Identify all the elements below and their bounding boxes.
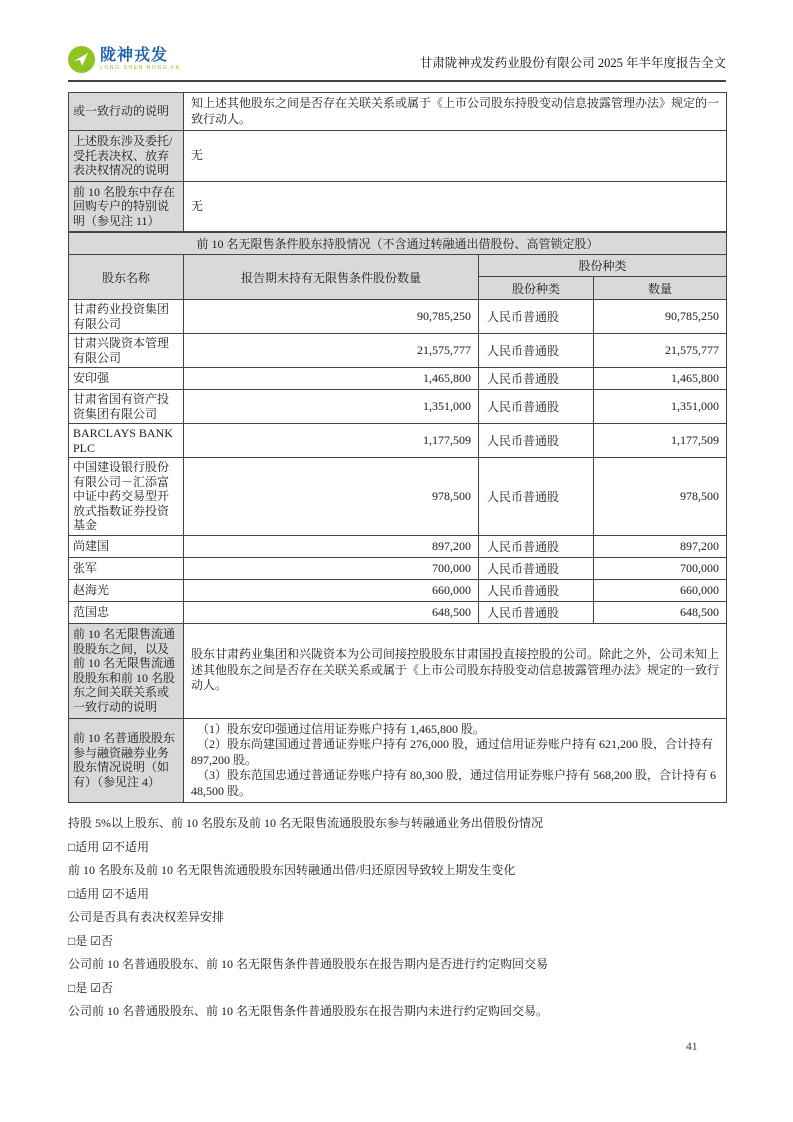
statements-section [68,817,726,1017]
holder-share-class-cell: 人民币普通股 [479,390,594,424]
holder-row [69,601,727,623]
statement-line: 持股 5%以上股东、前 10 名股东及前 10 名无限售流通股股东参与转融通业务出借股份情况 [68,816,543,830]
holder-quantity-cell: 1,177,509 [594,424,727,458]
holder-share-class-cell: 人民币普通股 [479,535,594,557]
holder-row [69,535,727,557]
relation-label-cell: 前 10 名无限售流通股股东之间，以及前 10 名无限售流通股股东和前 10 名股东之间关联关系或一致行动的说明 [69,623,184,718]
holder-amount-cell: 1,351,000 [184,390,479,424]
note-value-cell: 无 [184,181,727,232]
holder-name-cell: 尚建国 [69,535,184,557]
holder-amount-cell: 648,500 [184,601,479,623]
holder-quantity-cell: 1,351,000 [594,390,727,424]
statement-line: 前 10 名股东及前 10 名无限售流通股股东因转融通出借/归还原因导致较上期发生变化 [68,863,516,877]
margin-note: （2）股东尚建国通过普通证券账户持有 276,000 股，通过信用证券账户持有 621,200 股，合计持有 897,200 股。 [191,737,714,767]
margin-label-cell: 前 10 名普通股股东参与融资融券业务股东情况说明（如有）（参见注 4） [69,718,184,803]
holder-quantity-cell: 978,500 [594,458,727,536]
holder-name-cell: 安印强 [69,368,184,390]
holder-share-class-cell: 人民币普通股 [479,424,594,458]
statement-line: 公司前 10 名普通股股东、前 10 名无限售条件普通股股东在报告期内是否进行约定购回交易 [68,957,549,971]
holder-row [69,334,727,368]
table-caption: 前 10 名无限售条件股东持股情况（不含通过转融通出借股份、高管锁定股） [69,233,727,255]
holder-quantity-cell: 700,000 [594,557,727,579]
note-row [69,181,727,232]
holder-share-class-cell: 人民币普通股 [479,300,594,334]
margin-financing-row [69,718,727,803]
holder-amount-cell: 700,000 [184,557,479,579]
holder-name-cell: 甘肃省国有资产投资集团有限公司 [69,390,184,424]
relation-value-cell: 股东甘肃药业集团和兴陇资本为公司间接控股股东甘肃国投直接控股的公司。除此之外，公司未知上述其他股东之间是否存在关联关系或属于《上市公司股东持股变动信息披露管理办法》规定的一致行动人。 [184,623,727,718]
col-header-name: 股东名称 [69,255,184,300]
col-header-quantity: 数量 [594,277,727,300]
col-header-share-class: 股份种类 [479,277,594,300]
holder-quantity-cell: 897,200 [594,535,727,557]
checkbox-line: □适用 ☑不适用 [68,839,150,854]
statement-line: 公司前 10 名普通股股东、前 10 名无限售条件普通股股东在报告期内未进行约定购回交易。 [68,1004,549,1018]
holder-row [69,368,727,390]
note-value-cell: 无 [184,131,727,182]
holder-name-cell: 甘肃兴陇资本管理有限公司 [69,334,184,368]
logo-text-block [100,48,181,71]
holder-quantity-cell: 660,000 [594,579,727,601]
holders-table [68,232,727,803]
holder-name-cell: BARCLAYS BANK PLC [69,424,184,458]
company-logo [68,46,181,73]
holder-amount-cell: 90,785,250 [184,300,479,334]
holder-quantity-cell: 648,500 [594,601,727,623]
logo-bird-icon [68,46,95,73]
holder-amount-cell: 660,000 [184,579,479,601]
holder-name-cell: 中国建设银行股份有限公司－汇添富中证中药交易型开放式指数证券投资基金 [69,458,184,536]
note-row [69,131,727,182]
holder-name-cell: 甘肃药业投资集团有限公司 [69,300,184,334]
holder-share-class-cell: 人民币普通股 [479,579,594,601]
holder-share-class-cell: 人民币普通股 [479,601,594,623]
holder-row [69,424,727,458]
holder-name-cell: 赵海光 [69,579,184,601]
brand-subtitle: LONG SHEN RONG FA [100,65,181,71]
note-label-cell: 上述股东涉及委托/受托表决权、放弃表决权情况的说明 [69,131,184,182]
notes-table [68,92,727,232]
checkbox-line: □是 ☑否 [68,980,114,995]
col-header-share-class-group: 股份种类 [479,255,727,277]
holder-row [69,579,727,601]
holder-row [69,390,727,424]
table-header-row [69,255,727,277]
holder-share-class-cell: 人民币普通股 [479,368,594,390]
holder-amount-cell: 1,177,509 [184,424,479,458]
statement-line: 公司是否具有表决权差异安排 [68,910,225,924]
holder-amount-cell: 21,575,777 [184,334,479,368]
report-title: 甘肃陇神戎发药业股份有限公司 2025 年半年度报告全文 [419,56,726,70]
holder-name-cell: 张军 [69,557,184,579]
holder-share-class-cell: 人民币普通股 [479,557,594,579]
note-label-cell: 前 10 名股东中存在回购专户的特别说明（参见注 11） [69,181,184,232]
margin-note: （3）股东范国忠通过普通证券账户持有 80,300 股，通过信用证券账户持有 568,200 股，合计持有 648,500 股。 [191,768,717,798]
holder-quantity-cell: 21,575,777 [594,334,727,368]
margin-note: （1）股东安印强通过信用证券账户持有 1,465,800 股。 [197,721,486,736]
col-header-amount: 报告期末持有无限售条件股份数量 [184,255,479,300]
holder-share-class-cell: 人民币普通股 [479,334,594,368]
holder-name-cell: 范国忠 [69,601,184,623]
page-content [68,0,726,1029]
holder-amount-cell: 897,200 [184,535,479,557]
note-value-cell: 知上述其他股东之间是否存在关联关系或属于《上市公司股东持股变动信息披露管理办法》规定的一致行动人。 [184,93,727,131]
holder-row [69,557,727,579]
holder-amount-cell: 1,465,800 [184,368,479,390]
holder-row [69,458,727,536]
table-caption-row [69,233,727,255]
holder-quantity-cell: 1,465,800 [594,368,727,390]
holder-row [69,300,727,334]
note-label-cell: 或一致行动的说明 [69,93,184,131]
relation-row [69,623,727,718]
holder-quantity-cell: 90,785,250 [594,300,727,334]
note-row [69,93,727,131]
brand-name: 陇神戎发 [100,47,169,64]
report-header [68,46,726,82]
checkbox-line: □适用 ☑不适用 [68,886,150,901]
page-number: 41 [686,1041,698,1053]
checkbox-line: □是 ☑否 [68,933,114,948]
margin-notes-cell [184,718,727,803]
holder-amount-cell: 978,500 [184,458,479,536]
holder-share-class-cell: 人民币普通股 [479,458,594,536]
